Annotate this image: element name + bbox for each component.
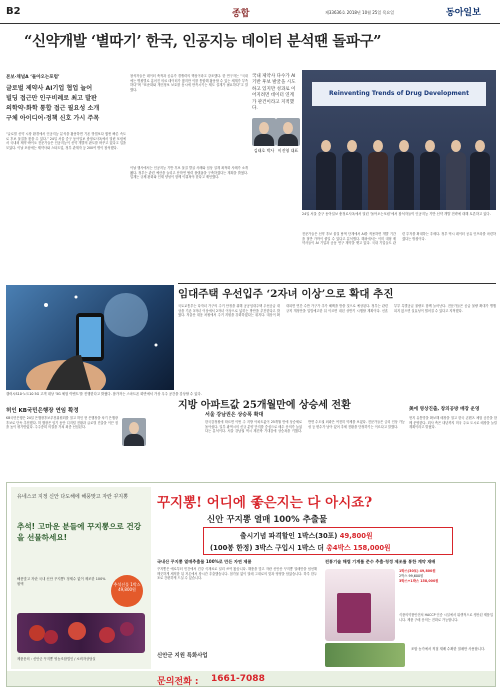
apartment-headline: 지방 아파트값 25개월만에 상승세 전환	[178, 400, 351, 411]
ad-note: 식품의약품안전처 HACCP 인증 시설에서 위생적으로 생산된 제품입니다. 제품 구매 문의는 전화로 가능합니다.	[399, 613, 493, 622]
ad-process-heading: 전통기술 해썹 기계를 준수 추출·청정 제조를 통한 계약 재배	[325, 559, 436, 564]
lead-body-column-2: 참석자들은 데이터 축적과 공유가 경쟁력의 핵심이라고 강조했다. 한 연구자는 “국내에는 병원별로 흩어진 의료 데이터가 많지만 이를 통합해 활용할 수 있는 체계가 부족하다”며 “표준화와 개인정보 보호를 동시에 만족시키는 제도 설계가 필요하다”고 말했다.	[130, 74, 248, 92]
ad-price-table	[399, 569, 493, 584]
ad-subtitle: 신안 꾸지뽕 열매 100% 추출물	[207, 515, 328, 525]
ad-phone-number: 1661-7088	[211, 674, 265, 684]
lead-line: 글로벌 제약사 AI기업 협업 늘어	[6, 85, 93, 92]
lead-line: 빌딩 접근만 인구비례로 최고 발판	[6, 95, 97, 102]
dev-story-title: 美에 영상진출, 창의공방 매장 운영	[409, 407, 480, 412]
ad-gift-description: 해풍맞고 자란 국내 신안 꾸지뽕! 정제수 없이 제조한 100% 원액	[17, 577, 106, 586]
apartment-body: 한국감정원에 따르면 이번 주 지방 아파트값이 25개월 만에 상승세로 돌아섰다. 일부 광역시의 신규 분양 단지를 중심으로 매수 문의가 늘었다는 분석이다. 서울 강남권 역시 재건축 기대감에 상승폭을 키웠다. 반면 수도권 외곽은 여전히 약세를 보였다. 전문가들은 금리 인상 가능성 등 변수가 남아 있어 추세 전환을 단정하기는 이르다고 말했다.	[205, 420, 405, 434]
phone-event-photo	[6, 285, 174, 390]
kb-story-title: 허인 KB국민은행장 연임 확정	[6, 408, 79, 414]
lead-line: 구체 아이디어·정책 신호 가시 주목	[6, 115, 100, 122]
lead-summary	[6, 84, 126, 124]
price-row: 3박스+1박스 158,000원	[399, 579, 439, 583]
conference-banner: Reinventing Trends of Drug Development	[312, 82, 486, 106]
ad-farm-label: 신안군 지원 특화사업	[157, 653, 208, 659]
phone-photo-caption: 갤럭시S10·노트10 5G 고객 대상 ‘5G 체험 이벤트’를 진행한다고 밝혔다. 참가자는 스마트폰 화면에서 가상 우주 공간을 감상할 수 있다.	[6, 392, 202, 396]
conference-photo	[302, 70, 496, 210]
ad-price-line-2	[210, 542, 391, 552]
page-number: B2	[6, 6, 21, 17]
ad-chuseok-slogan: 추석! 고마운 분들에 꾸지뽕으로 건강을 선물하세요!	[17, 522, 142, 542]
advertisement	[6, 482, 496, 687]
lead-body-column-4: 전문가들은 신약 후보 물질 탐색 단계에서 AI를 적용하면 개발 기간을 절반 가까이 줄일 수 있다고 분석했다. 해외에서는 이미 대형 제약사들이 AI 기업과 공동 연구 계약을 맺고 있다. 국내 기업들도 관련 투자를 확대하는 추세다. 정부 역시 데이터 공유 인프라를 마련하겠다는 방침이다.	[302, 232, 496, 246]
ad-contact-line: 제품문의 : 신안군 꾸지뽕 영농조합법인 / 소비자상담실	[17, 657, 96, 661]
speaker-name: 이진영 대표	[277, 148, 299, 153]
ad-gift-badge: 추석선물 1박스 49,800원	[111, 575, 143, 607]
price-row: 1박스(30포) 49,800원	[399, 569, 436, 573]
speaker-photo	[252, 118, 276, 146]
kb-story-body: KB국민은행은 24일 은행장후보추천위원회를 열고 허인 현 은행장을 차기 은행장 후보로 단독 추천했다. 허 행장은 임기 동안 디지털 전환과 글로벌 진출을 이끈 점을 높이 평가받았다. 주주총회 의결을 거쳐 최종 선임된다.	[6, 416, 118, 430]
lead-body-column-3: 이날 행사에서는 인공지능 기반 후보 물질 발굴 사례와 임상 설계 최적화 사례가 소개됐다. 정부는 관련 예산을 늘리고 산학연 협력 플랫폼을 구축하겠다는 계획을 밝혔다. 업계는 규제 완화와 인재 양성이 함께 이뤄져야 한다고 제언했다.	[130, 166, 248, 180]
ad-main-title: 꾸지뽕! 어디에 좋은지는 다 아시죠?	[157, 495, 373, 511]
dev-story-body: 현지 유통망을 확보해 매장을 열고 한국 콘텐츠 체험 공간을 함께 운영한다. 회사 측은 내년까지 미국 주요 도시로 매장을 늘릴 계획이라고 밝혔다.	[409, 416, 497, 430]
lead-line: 의학약·화학 통합 접근 필요성 소개	[6, 105, 100, 112]
section-divider	[178, 283, 496, 284]
ad-phone-label: 문의전화 :	[157, 677, 199, 687]
ad-bundle-value: 총4박스 158,000원	[326, 544, 391, 552]
ad-product-description: 꾸지뽕은 예로부터 민간에서 건강 식재료로 널리 쓰여 왔습니다. 해풍을 맞고 자란 신안산 꾸지뽕 열매만을 엄선해 깨끗하게 세척한 뒤 저온에서 장시간 추출했습니다. 첨가물 없이 열매 그대로의 맛과 영양을 담았습니다. 하루 한두 포로 간편하게 드실 수 있습니다.	[157, 567, 317, 581]
ad-address: 조합 농가에서 직접 재배 수확한 열매만 사용합니다.	[411, 647, 486, 651]
speaker-name: 김태호 박사	[253, 148, 275, 153]
ad-bundle-label: (100봉 한정) 3박스 구입시 1박스 더	[210, 544, 324, 552]
section-name: 종합	[232, 9, 250, 19]
ad-left-panel	[11, 487, 151, 669]
ad-price-box	[203, 527, 453, 555]
lead-headline: “신약개발 ‘별따기’ 한국, 인공지능 데이터 분석땐 돌파구”	[24, 33, 382, 50]
conference-photo-caption: 24일 서울 중구 동아일보 충정로사옥에서 열린 ‘돌아오는포럼’에서 참석자들이 인공지능 기반 신약 개발 전략에 대해 토론하고 있다.	[302, 212, 491, 216]
apartment-subheadline: 서울 강남권은 상승폭 확대	[205, 412, 264, 418]
lead-body-column-1: “글로벌 신약 시장 환경에서 인공지능 분석을 활용하면 기존 방법보다 훨씬 빠른 속도로 후보 물질을 찾을 수 있다.” 24일 서울 중구 동아일보 충정로사옥에서 열린 포럼에서 국내외 제약·바이오 전문가들은 인공지능이 신약 개발의 판도를 바꾸고 있다고 입을 모았다. 이날 포럼에는 제약사와 스타트업, 정부 관계자 등 200여 명이 참석했다.	[6, 132, 126, 150]
ad-price-line-1	[240, 530, 373, 540]
masthead-logo: 동아일보	[446, 8, 481, 18]
ad-price-label: 출시기념 파격할인 1박스(30포)	[240, 532, 338, 540]
product-box	[337, 593, 371, 633]
pull-quote: 국내 제약사 다수가 AI 기반 후보 발굴을 시도하고 있지만 성과로 이어지려면 데이터 연계가 관건이라고 지적했다.	[252, 74, 296, 112]
price-row: 2박스 99,600원	[399, 574, 424, 578]
ad-price-value: 49,800원	[339, 532, 373, 540]
berries-illustration	[17, 613, 145, 653]
dateline: 제33636호 2018년 10월 25일 목요일	[325, 10, 395, 15]
ad-product-heading: 국내산 꾸지뽕 열매추출물 100%로 만든 자연 제품	[157, 559, 252, 564]
page-header	[0, 0, 500, 24]
speaker-photo	[276, 118, 300, 146]
kb-ceo-photo	[122, 418, 146, 446]
rental-headline: 임대주택 우선입주 ‘2자녀 이상’으로 확대 추진	[178, 288, 394, 300]
ad-brand-line: 유네스코 지정 신안 다도해에 해풍맞고 자란 꾸지뽕	[17, 494, 128, 500]
lead-byline: 본보·채널A ‘돌아오는포럼’	[6, 75, 60, 80]
berries-photo	[17, 613, 145, 653]
phone-photo-illustration	[6, 285, 174, 390]
rental-body: 국토교통부는 다자녀 가구의 주거 안정을 위해 공공임대주택 우선공급 대상을 기존 3자녀 이상에서 2자녀 이상으로 넓히는 방안을 추진한다고 밝혔다. 저출산 대응 차원에서 주거 지원을 강화하겠다는 취지다. 대상이 확대되면 연간 수만 가구가 추가 혜택을 받을 것으로 예상된다. 정부는 관련 규칙 개정안을 입법예고한 뒤 이르면 내년 상반기 시행할 계획이다. 신혼부부 특별공급 물량도 함께 늘어난다. 전문가들은 공급 물량 확대가 병행되지 않으면 실효성이 떨어질 수 있다고 지적했다.	[178, 304, 496, 317]
farm-photo	[325, 643, 405, 667]
